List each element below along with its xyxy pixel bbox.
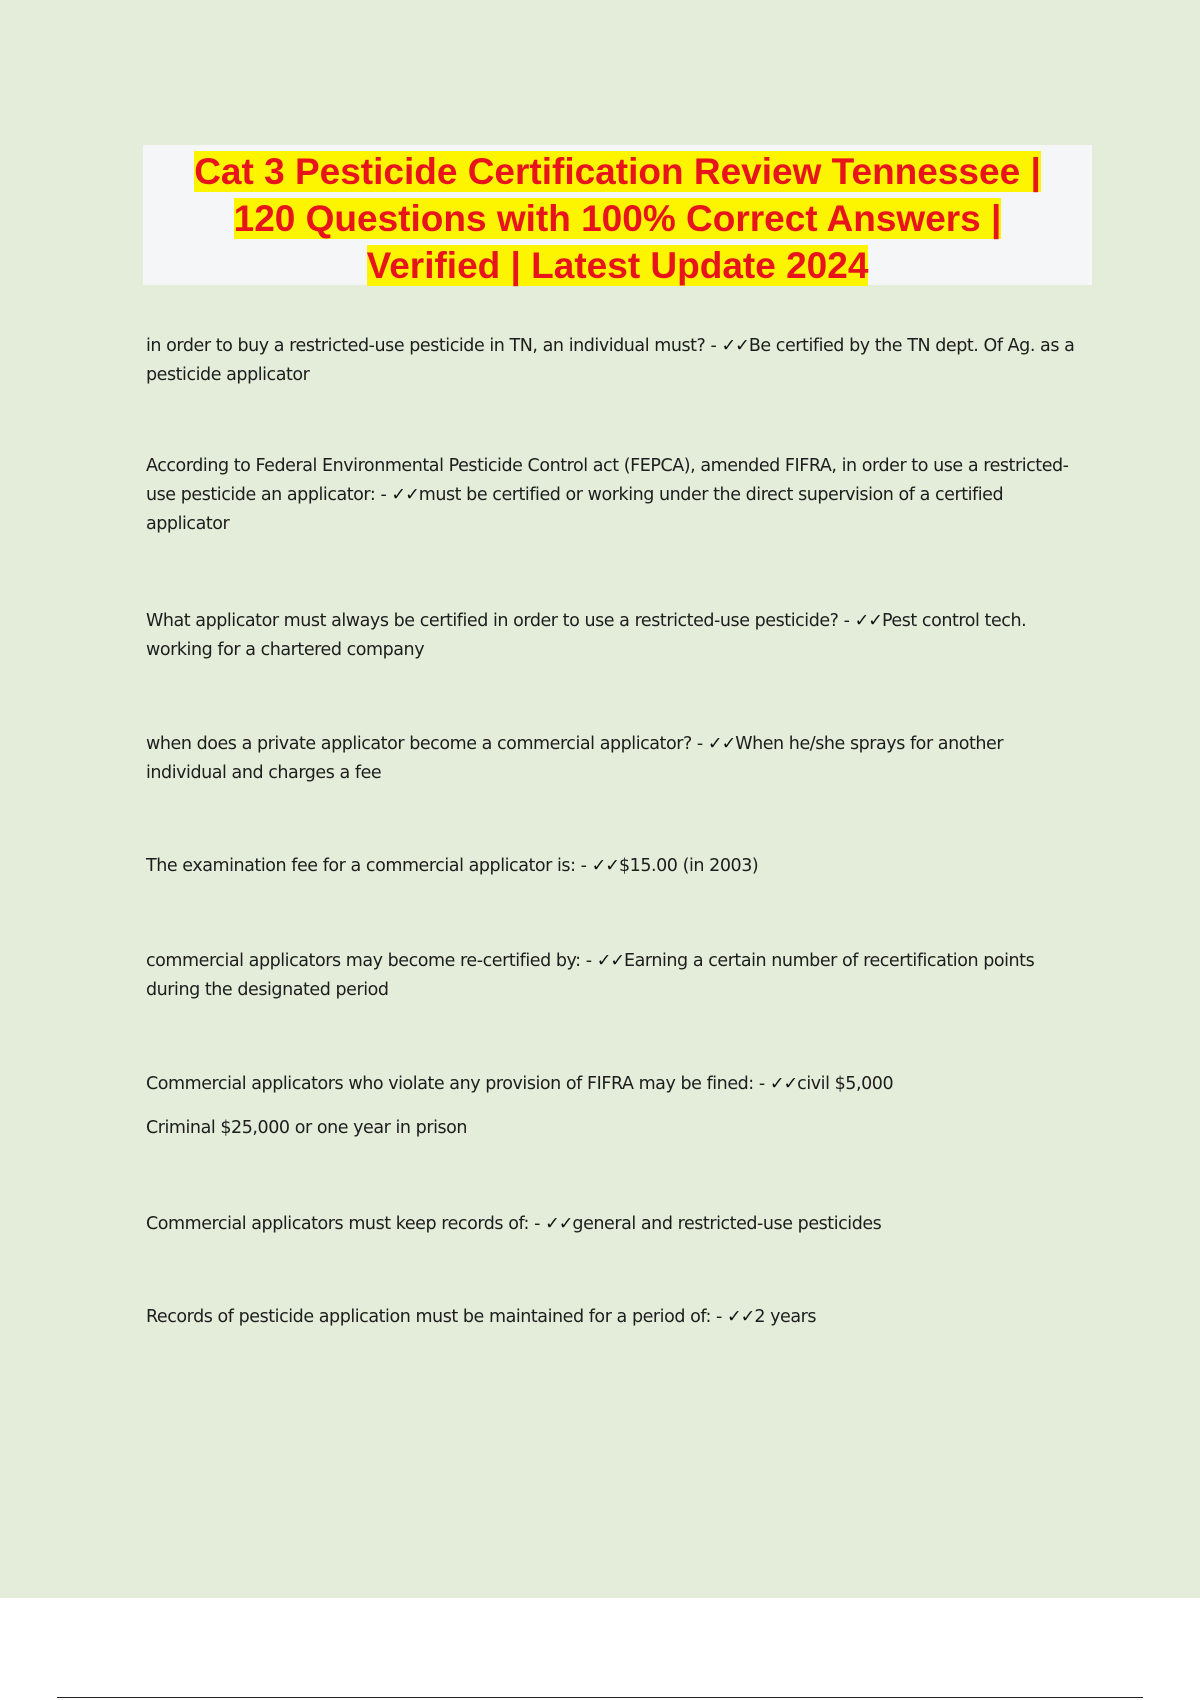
answer-extra-text: Criminal $25,000 or one year in prison (146, 1118, 468, 1138)
answer-text: civil $5,000 (797, 1074, 894, 1094)
answer-text: $15.00 (in 2003) (618, 856, 759, 876)
answer-text: When he/she sprays for another individual and charges a fee (146, 734, 1004, 783)
double-check-icon: ✓✓ (726, 1307, 755, 1327)
separator: - (710, 1307, 727, 1327)
question-text: in order to buy a restricted-use pesticide in TN, an individual must? (146, 336, 706, 356)
question-text: Commercial applicators must keep records of: (146, 1214, 529, 1234)
answer-text: must be certified or working under the direct supervision of a certified applicator (146, 485, 1004, 534)
question-text: Records of pesticide application must be maintained for a period of: (146, 1307, 711, 1327)
double-check-icon: ✓✓ (854, 611, 882, 631)
answer-text: Earning a certain number of recertification points during the designated period (146, 951, 1035, 1000)
double-check-icon: ✓✓ (596, 951, 625, 971)
document-title (143, 145, 1092, 285)
question-text: commercial applicators may become re-certified by: (146, 951, 581, 971)
question-item (146, 730, 1081, 788)
double-check-icon: ✓✓ (721, 336, 749, 356)
separator: - (753, 1074, 770, 1094)
separator: - (691, 734, 708, 754)
answer-text: Be certified by the TN dept. Of Ag. as a pesticide applicator (146, 336, 1075, 385)
title-line: Verified | Latest Update 2024 (366, 245, 869, 286)
double-check-icon: ✓✓ (545, 1214, 573, 1234)
title-line: 120 Questions with 100% Correct Answers | (233, 198, 1002, 239)
footer-divider (57, 1697, 1143, 1698)
answer-text: general and restricted-use pesticides (572, 1214, 882, 1234)
separator: - (838, 611, 855, 631)
separator: - (580, 951, 597, 971)
question-text: The examination fee for a commercial applicator is: (146, 856, 576, 876)
separator: - (575, 856, 592, 876)
double-check-icon: ✓✓ (707, 734, 736, 754)
double-check-icon: ✓✓ (591, 856, 619, 876)
question-item (146, 332, 1081, 390)
double-check-icon: ✓✓ (391, 485, 419, 505)
question-item (146, 452, 1081, 539)
question-item (146, 1070, 1081, 1143)
separator: - (529, 1214, 546, 1234)
question-item (146, 947, 1081, 1005)
question-item (146, 1210, 1081, 1239)
double-check-icon: ✓✓ (769, 1074, 798, 1094)
question-item (146, 1303, 1081, 1332)
answer-text: 2 years (754, 1307, 817, 1327)
question-item (146, 852, 1081, 881)
question-text: According to Federal Environmental Pesticide Control act (FEPCA), amended FIFRA, in order to use a restricted-use pesticide an applicator: (146, 456, 1069, 505)
title-line: Cat 3 Pesticide Certification Review Tennessee | (194, 151, 1041, 192)
separator: - (375, 485, 392, 505)
question-item (146, 607, 1081, 665)
answer-text: Pest control tech. working for a chartered company (146, 611, 1027, 660)
separator: - (705, 336, 722, 356)
question-text: when does a private applicator become a commercial applicator? (146, 734, 692, 754)
question-text: What applicator must always be certified in order to use a restricted-use pesticide? (146, 611, 839, 631)
question-text: Commercial applicators who violate any provision of FIFRA may be fined: (146, 1074, 754, 1094)
